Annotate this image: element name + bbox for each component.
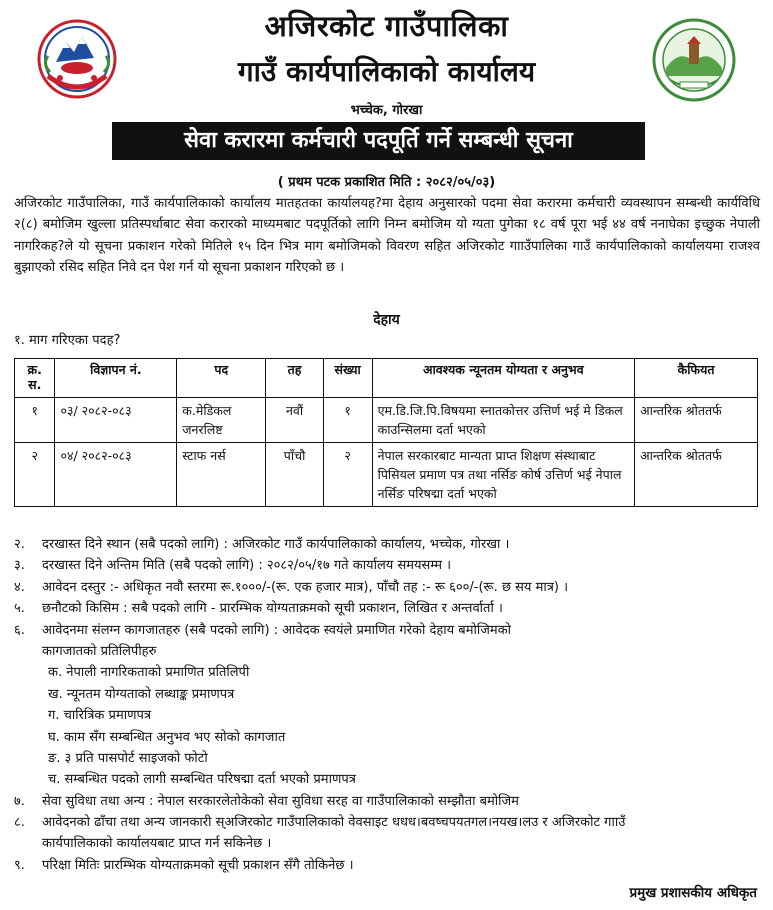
sub-item (14, 662, 764, 683)
cell-count: २ (323, 443, 372, 507)
item-number: ६. (14, 622, 25, 638)
cell-remark: आन्तरिक श्रोततर्फ (635, 443, 758, 507)
list-item (14, 620, 764, 641)
list-item-continuation (14, 833, 764, 854)
conditions-list (14, 534, 764, 876)
item-text: दरखास्त दिने स्थान (सबै पदको लागि) : अजिरकोट गाउँ कार्यपालिकाको कार्यालय, भच्चेक, गोरखा । (42, 537, 510, 552)
publish-date: ( प्रथम पटक प्रकाशित मिति : २०८२/०५/०३) (277, 175, 496, 190)
cell-level: नवौं (266, 398, 323, 443)
sub-item (14, 727, 764, 748)
sub-item-text: च. सम्बन्धित पदको लागी सम्बन्धित परिषद्मा दर्ता भएको प्रमाणपत्र (48, 772, 356, 788)
sub-item (14, 769, 764, 790)
item-number: ८. (14, 815, 25, 831)
item-text: दरखास्त दिने अन्तिम मिति (सबै पदको लागि) : २०८२/०५/१७ गते कार्यालय समयसम्म । (42, 558, 452, 574)
list-item (14, 598, 764, 619)
sub-item (14, 748, 764, 769)
office-title: अजिरकोट गाउँपालिका (264, 9, 509, 43)
header-qualification: आवश्यक न्यूनतम योग्यता र अनुभव (372, 359, 634, 398)
item-number: ३. (14, 558, 25, 574)
item-text: कार्यपालिकाको कार्यालयबाट प्राप्त गर्न सकिनेछ । (42, 836, 272, 852)
intro-paragraph: अजिरकोट गाउँपालिका, गाउँ कार्यपालिकाको कार्यालय मातहतका कार्यालयह?मा देहाय अनुसारको पदमा सेवा करारमा कर्मचारी व्यवस्थापन सम्बन्धी कार्यविधि २(८) बमोजिम खुल्ला प्रतिस्पर्धाबाट सेवा करारको माध्यमबाट पदपूर्तिको लागि निम्न बमोजिम यो ग्यता पुगेका १८ वर्ष पूरा भई ४४ वर्ष ननाघेका इच्छुक नेपाली नागरिकह?ले यो सूचना प्रकाशन गरेको मितिले १५ दिन भित्र माग बमोजिमको विवरण सहित अजिरकोट गााउँपालिका गाउँ कार्यपालिकाको कार्यालयमा राजश्व बुझाएको रसिद सहित निवे दन पेश गर्न यो सूचना प्रकाशन गरिएको छ । (14, 196, 760, 275)
header-post: पद (177, 359, 266, 398)
cell-level: पाँचौ (266, 443, 323, 507)
list-item (14, 791, 764, 812)
sub-item-text: क. नेपाली नागरिकताको प्रमाणित प्रतिलिपी (48, 665, 250, 681)
item-number: ७. (14, 793, 25, 809)
list-item (14, 555, 764, 576)
header-count: संख्या (323, 359, 372, 398)
cell-sn: १ (15, 398, 55, 443)
cell-qualification: एम.डि.जि.पि.विषयमा स्नातकोत्तर उत्तिर्ण भई मे डिकल काउन्सिलमा दर्ता भएको (372, 398, 634, 443)
cell-count: १ (323, 398, 372, 443)
sub-item-text: ङ. ३ प्रति पासपोर्ट साइजको फोटो (48, 750, 208, 766)
item-text: छनौटको किसिम : सबै पदको लागि - प्रारम्भिक योग्यताक्रमको सूची प्रकाशन, लिखित र अन्तर्वार्ता । (42, 601, 503, 617)
header-sn: क्र. स. (15, 359, 55, 398)
item-number: ९. (14, 857, 25, 873)
item-number: २. (14, 537, 25, 552)
notice-banner: सेवा करारमा कर्मचारी पदपूर्ति गर्ने सम्बन्धी सूचना (112, 122, 645, 160)
item-text: आवेदनको ढाँचा तथा अन्य जानकारी स्अजिरकोट गाउँपालिकाको वेवसाइट धधध।बवष्चपयतगल।नयख।लउ र अजिरकोट गााउँ (42, 815, 626, 831)
header-remark: कैफियत (635, 359, 758, 398)
item-text: आवेदन दस्तुर :- अधिकृत नवौ स्तरमा रू.१०००/-(रू. एक हजार मात्र), पाँचौ तह :- रू ६००/-(रू. छ सय मात्र) । (42, 579, 569, 595)
item-text: कागजातको प्रतिलिपीहरु (42, 643, 157, 659)
cell-post: स्टाफ नर्स (177, 443, 266, 507)
cell-qualification: नेपाल सरकारबाट मान्यता प्राप्त शिक्षण संस्थाबाट पिसियल प्रमाण पत्र तथा नर्सिङ कोर्ष उत्तिर्ण भई नेपाल नर्सिङ परिषद्मा दर्ता भएको (372, 443, 634, 507)
table-row (15, 398, 758, 443)
sub-item-text: ख. न्यूनतम योग्यताको लब्धाङ्क प्रमाणपत्र (48, 686, 235, 702)
sub-item (14, 684, 764, 705)
list-item (14, 855, 764, 876)
list-item (14, 812, 764, 833)
item-text: परिक्षा मितिः प्रारम्भिक योग्यताक्रमको सूची प्रकाशन सँगै तोकिनेछ । (42, 857, 354, 873)
cell-remark: आन्तरिक श्रोततर्फ (635, 398, 758, 443)
item-number: ४. (14, 579, 25, 595)
list-item (14, 577, 764, 598)
cell-adv: ०४/ २०८२-०८३ (55, 443, 177, 507)
sub-item-text: ग. चारित्रिक प्रमाणपत्र (48, 708, 152, 724)
table-row (15, 443, 758, 507)
sub-item (14, 705, 764, 726)
item-text: आवेदनमा संलग्न कागजातहरु (सबै पदको लागि) : आवेदक स्वयंले प्रमाणित गरेको देहाय बमोजिमको (42, 622, 511, 638)
cell-adv: ०३/ २०८२-०८३ (55, 398, 177, 443)
sub-item-text: घ. काम सँग सम्बन्धित अनुभव भए सोको कागजात (48, 729, 286, 745)
header-level: तह (266, 359, 323, 398)
item-1: १. माग गरिएका पदह? (14, 333, 121, 348)
posts-table (14, 358, 758, 507)
office-subtitle: गाउँ कार्यपालिकाको कार्यालय (237, 55, 536, 88)
table-header-row (15, 359, 758, 398)
dehay-heading: देहाय (373, 312, 400, 328)
item-text: सेवा सुविधा तथा अन्य : नेपाल सरकारलेतोकेको सेवा सुविधा सरह वा गाउँपालिकाको सम्झौता बमोजिम (42, 793, 519, 809)
header-adv: विज्ञापन नं. (55, 359, 177, 398)
item-number: ५. (14, 601, 25, 617)
signatory-title: प्रमुख प्रशासकीय अधिकृत (629, 885, 757, 901)
list-item (14, 534, 764, 555)
office-location: भच्चेक, गोरखा (350, 103, 423, 118)
list-item-continuation (14, 641, 764, 662)
cell-sn: २ (15, 443, 55, 507)
cell-post: क.मेडिकल जनरलिष्ट (177, 398, 266, 443)
